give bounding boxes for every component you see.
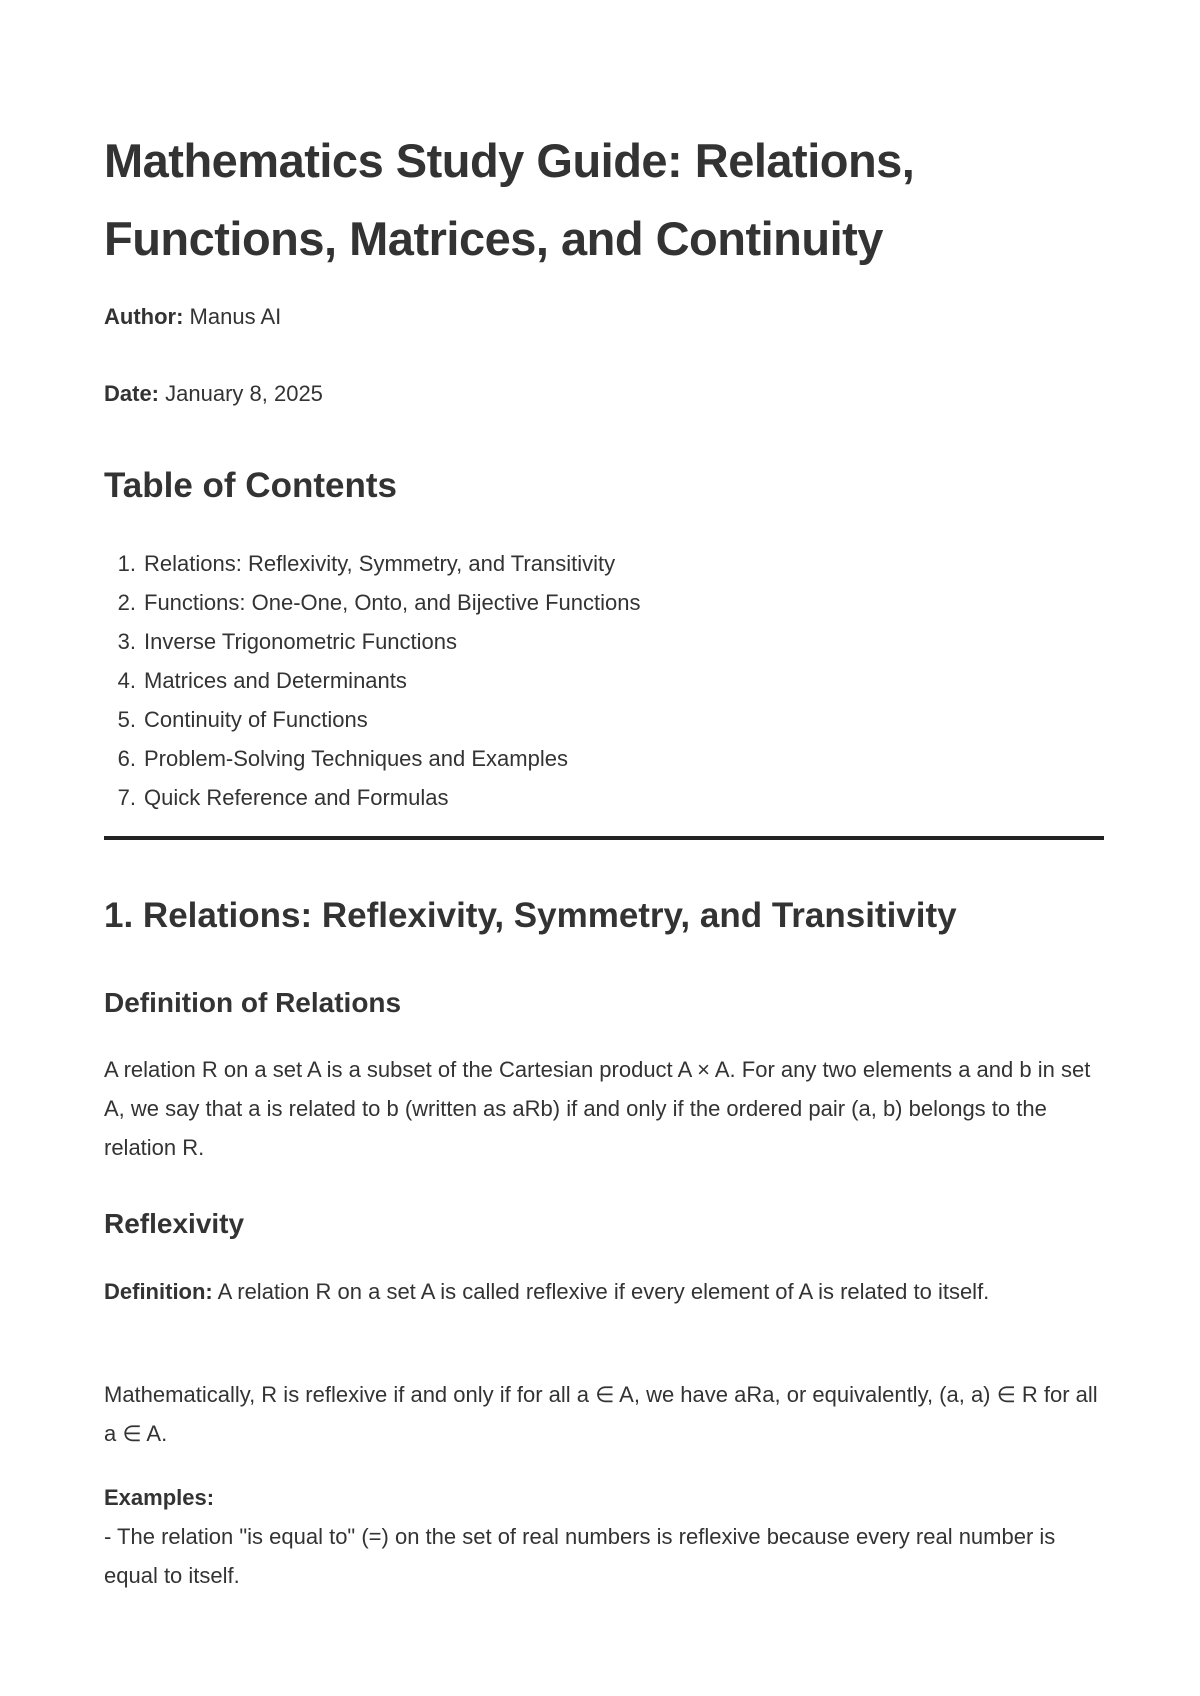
toc-item[interactable] [104, 661, 640, 700]
toc-item-number: 3. [117, 629, 136, 654]
toc-item[interactable] [104, 739, 640, 778]
reflexivity-heading: Reflexivity [104, 1208, 245, 1239]
section-divider [104, 836, 1104, 840]
author-line [104, 302, 281, 332]
toc-item-number: 2. [117, 590, 136, 615]
date-value: January 8, 2025 [165, 381, 323, 406]
toc-item[interactable] [104, 700, 640, 739]
toc-item-label: Matrices and Determinants [144, 668, 407, 693]
toc-item-number: 1. [117, 551, 136, 576]
toc-item-number: 5. [117, 707, 136, 732]
examples-label: Examples: [104, 1485, 215, 1510]
table-of-contents [104, 544, 640, 817]
toc-item-label: Functions: One-One, Onto, and Bijective Functions [144, 590, 641, 615]
toc-item-number: 7. [117, 785, 136, 810]
section-1-heading: 1. Relations: Reflexivity, Symmetry, and Transitivity [104, 896, 957, 935]
toc-heading: Table of Contents [104, 466, 397, 505]
title-line-2: Functions, Matrices, and Continuity [104, 212, 883, 265]
example-item: - The relation "is equal to" (=) on the set of real numbers is reflexive because every real number is equal to itself. [104, 1524, 1056, 1588]
toc-item-number: 4. [117, 668, 136, 693]
toc-item-label: Relations: Reflexivity, Symmetry, and Transitivity [144, 551, 616, 576]
reflexivity-definition-text: A relation R on a set A is called reflexive if every element of A is related to itself. [217, 1279, 990, 1304]
toc-item[interactable] [104, 544, 640, 583]
definition-of-relations-heading: Definition of Relations [104, 987, 402, 1018]
document-title [104, 122, 1104, 278]
reflexivity-definition [104, 1272, 1104, 1311]
toc-item[interactable] [104, 778, 640, 817]
toc-item-label: Continuity of Functions [144, 707, 368, 732]
author-value: Manus AI [189, 304, 282, 329]
author-label: Author: [104, 304, 184, 329]
examples-paragraph [104, 1478, 1104, 1595]
toc-item-number: 6. [117, 746, 136, 771]
reflexivity-math-paragraph: Mathematically, R is reflexive if and only if for all a ∈ A, we have aRa, or equivalently, (a, a) ∈ R for all a ∈ A. [104, 1382, 1098, 1446]
toc-item[interactable] [104, 622, 640, 661]
toc-item-label: Inverse Trigonometric Functions [144, 629, 458, 654]
definition-paragraph: A relation R on a set A is a subset of the Cartesian product A × A. For any two elements a and b in set A, we say that a is related to b (written as aRb) if and only if the ordered pair (a, b) belongs to the relation R. [104, 1057, 1091, 1160]
toc-item-label: Quick Reference and Formulas [144, 785, 449, 810]
title-line-1: Mathematics Study Guide: Relations, [104, 134, 915, 187]
toc-item[interactable] [104, 583, 640, 622]
date-line [104, 379, 323, 409]
date-label: Date: [104, 381, 160, 406]
reflexivity-definition-label: Definition: [104, 1279, 213, 1304]
toc-item-label: Problem-Solving Techniques and Examples [144, 746, 568, 771]
